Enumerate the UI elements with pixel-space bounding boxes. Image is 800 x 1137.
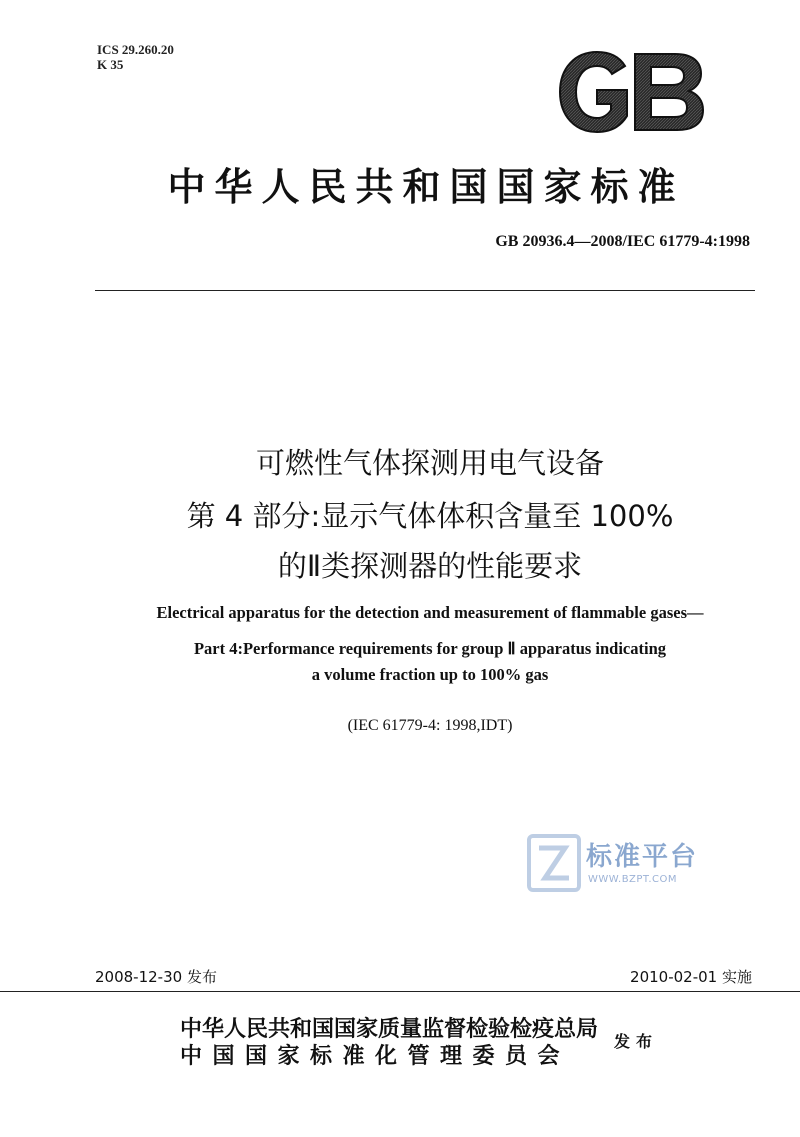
iec-equivalence: (IEC 61779-4: 1998,IDT): [347, 717, 513, 734]
english-title-line-3: a volume fraction up to 100% gas: [311, 665, 549, 684]
watermark-text: 标准平台: [586, 842, 699, 872]
watermark-url: WWW.BZPT.COM: [588, 874, 678, 885]
bottom-divider: [0, 991, 800, 992]
chinese-title-line-1: 可燃性气体探测用电气设备: [255, 446, 604, 480]
k-code: K 35: [97, 57, 124, 72]
gb-logo-icon: [555, 48, 707, 136]
chinese-title-line-3: 的Ⅱ类探测器的性能要求: [277, 549, 583, 583]
english-title-line-2: Part 4:Performance requirements for group Ⅱ apparatus indicating: [193, 639, 667, 658]
english-title-line-1: Electrical apparatus for the detection and measurement of flammable gases—: [156, 603, 704, 622]
publish-label: 发布: [614, 1032, 659, 1051]
national-standard-title: 中华人民共和国国家标准: [167, 165, 685, 209]
standard-number: GB 20936.4—2008/IEC 61779-4:1998: [495, 233, 750, 250]
ics-code: ICS 29.260.20: [97, 42, 174, 57]
top-divider: [95, 290, 755, 291]
implementation-date: 2010-02-01 实施: [630, 968, 752, 986]
issue-date: 2008-12-30 发布: [95, 968, 217, 986]
chinese-title-line-2: 第 4 部分:显示气体体积含量至 100%: [186, 499, 674, 533]
classification-codes: [97, 42, 174, 72]
issuer-sac: 中国国家标准化管理委员会: [180, 1044, 571, 1069]
issuer-aqsiq: 中华人民共和国国家质量监督检验检疫总局: [180, 1017, 599, 1042]
